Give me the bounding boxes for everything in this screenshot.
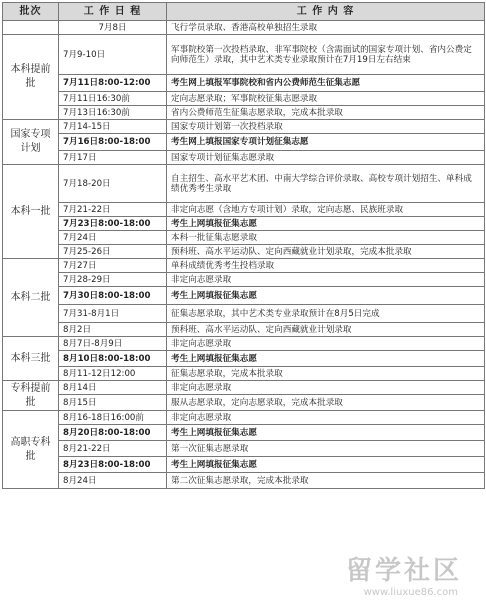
content-cell: 征集志愿录取，完成本批录取 <box>167 367 485 381</box>
table-row <box>3 120 485 134</box>
date-cell: 7月27日 <box>59 259 167 273</box>
batch-cell: 本科一批 <box>3 165 59 259</box>
date-cell: 8月11-12日12:00 <box>59 367 167 381</box>
content-cell: 非定向志愿录取 <box>167 337 485 351</box>
table-row <box>3 203 485 217</box>
content-cell: 考生网上填报军事院校和省内公费师范生征集志愿 <box>167 75 485 92</box>
table-row <box>3 305 485 323</box>
date-cell: 8月2日 <box>59 323 167 337</box>
date-cell: 7月14-15日 <box>59 120 167 134</box>
date-cell: 7月23日8:00-18:00 <box>59 217 167 231</box>
date-cell: 7月11日8:00-12:00 <box>59 75 167 92</box>
batch-cell: 本科三批 <box>3 337 59 381</box>
table-row <box>3 367 485 381</box>
content-cell: 服从志愿录取，定向志愿录取，完成本批录取 <box>167 395 485 411</box>
date-cell: 8月15日 <box>59 395 167 411</box>
content-cell: 省内公费师范生征集志愿录取，完成本批录取 <box>167 106 485 120</box>
content-cell: 考生上网填报征集志愿 <box>167 287 485 305</box>
date-cell: 7月18-20日 <box>59 165 167 203</box>
table-row <box>3 411 485 425</box>
date-cell: 8月20日8:00-18:00 <box>59 425 167 441</box>
table-row <box>3 21 485 35</box>
table-row <box>3 259 485 273</box>
date-cell: 7月8日 <box>59 21 167 35</box>
header-batch: 批次 <box>3 3 59 21</box>
content-cell: 非定向志愿录取 <box>167 411 485 425</box>
table-row <box>3 351 485 367</box>
header-desc: 工 作 内 容 <box>167 3 485 21</box>
watermark-url: www.liuxue86.com <box>363 587 458 598</box>
date-cell: 8月10日8:00-18:00 <box>59 351 167 367</box>
content-cell: 飞行学员录取、香港高校单独招生录取 <box>167 21 485 35</box>
content-cell: 第二次征集志愿录取，完成本批录取 <box>167 473 485 489</box>
date-cell: 7月25-26日 <box>59 245 167 259</box>
batch-cell: 国家专项计划 <box>3 120 59 165</box>
table-row <box>3 425 485 441</box>
table-row <box>3 231 485 245</box>
date-cell: 7月24日 <box>59 231 167 245</box>
table-row <box>3 165 485 203</box>
table-row <box>3 457 485 473</box>
admission-schedule-table <box>2 2 485 489</box>
content-cell: 非定向志愿（含地方专项计划）录取，定向志愿、民族班录取 <box>167 203 485 217</box>
batch-cell: 高职专科批 <box>3 411 59 489</box>
table-row <box>3 473 485 489</box>
date-cell: 7月13日16:30前 <box>59 106 167 120</box>
content-cell: 考生上网填报征集志愿 <box>167 217 485 231</box>
date-cell: 7月31-8月1日 <box>59 305 167 323</box>
date-cell: 7月16日8:00-18:00 <box>59 134 167 151</box>
content-cell: 征集志愿录取，其中艺术类专业录取预计在8月5日完成 <box>167 305 485 323</box>
content-cell: 非定向志愿录取 <box>167 273 485 287</box>
table-row <box>3 441 485 457</box>
content-cell: 定向志愿录取；军事院校征集志愿录取 <box>167 92 485 106</box>
content-cell: 非定向志愿录取 <box>167 381 485 395</box>
table-row <box>3 287 485 305</box>
date-cell: 7月28-29日 <box>59 273 167 287</box>
date-cell: 7月17日 <box>59 151 167 165</box>
table-row <box>3 134 485 151</box>
date-cell: 8月7日-8月9日 <box>59 337 167 351</box>
table-row <box>3 92 485 106</box>
table-body <box>3 21 485 489</box>
content-cell: 本科一批征集志愿录取 <box>167 231 485 245</box>
batch-cell: 本科二批 <box>3 259 59 337</box>
table-row <box>3 381 485 395</box>
table-row <box>3 151 485 165</box>
content-cell: 第一次征集志愿录取 <box>167 441 485 457</box>
content-cell: 国家专项计划征集志愿录取 <box>167 151 485 165</box>
site-watermark <box>298 550 468 598</box>
table-row <box>3 273 485 287</box>
table-row <box>3 217 485 231</box>
batch-cell <box>3 21 59 35</box>
watermark-logo-text: 留学社区 <box>345 556 462 586</box>
table-row <box>3 395 485 411</box>
content-cell: 国家专项计划第一次投档录取 <box>167 120 485 134</box>
content-cell: 考生上网填报征集志愿 <box>167 351 485 367</box>
table-row <box>3 323 485 337</box>
date-cell: 8月23日8:00-18:00 <box>59 457 167 473</box>
content-cell: 军事院校第一次投档录取、非军事院校（含需面试的国家专项计划、省内公费定向师范生）录取，其中艺术类专业录取预计在7月19日左右结束 <box>167 35 485 75</box>
date-cell: 7月30日8:00-18:00 <box>59 287 167 305</box>
content-cell: 单科成绩优秀考生投档录取 <box>167 259 485 273</box>
content-cell: 考生上网填报征集志愿 <box>167 457 485 473</box>
date-cell: 7月11日16:30前 <box>59 92 167 106</box>
date-cell: 7月9-10日 <box>59 35 167 75</box>
content-cell: 考生网上填报国家专项计划征集志愿 <box>167 134 485 151</box>
date-cell: 8月14日 <box>59 381 167 395</box>
table-row <box>3 75 485 92</box>
date-cell: 8月16-18日16:00前 <box>59 411 167 425</box>
date-cell: 7月21-22日 <box>59 203 167 217</box>
date-cell: 8月21-22日 <box>59 441 167 457</box>
date-cell: 8月24日 <box>59 473 167 489</box>
content-cell: 考生上网填报征集志愿 <box>167 425 485 441</box>
header-date: 工 作 日 程 <box>59 3 167 21</box>
table-row <box>3 106 485 120</box>
table-header-row <box>3 3 485 21</box>
table-row <box>3 245 485 259</box>
content-cell: 自主招生、高水平艺术团、中南大学综合评价录取、高校专项计划招生、单科成绩优秀考生录取 <box>167 165 485 203</box>
batch-cell: 专科提前批 <box>3 381 59 411</box>
content-cell: 预科班、高水平运动队、定向西藏就业计划录取，完成本批录取 <box>167 245 485 259</box>
content-cell: 预科班、高水平运动队、定向西藏就业计划录取 <box>167 323 485 337</box>
table-row <box>3 337 485 351</box>
table-row <box>3 35 485 75</box>
batch-cell: 本科提前批 <box>3 35 59 120</box>
